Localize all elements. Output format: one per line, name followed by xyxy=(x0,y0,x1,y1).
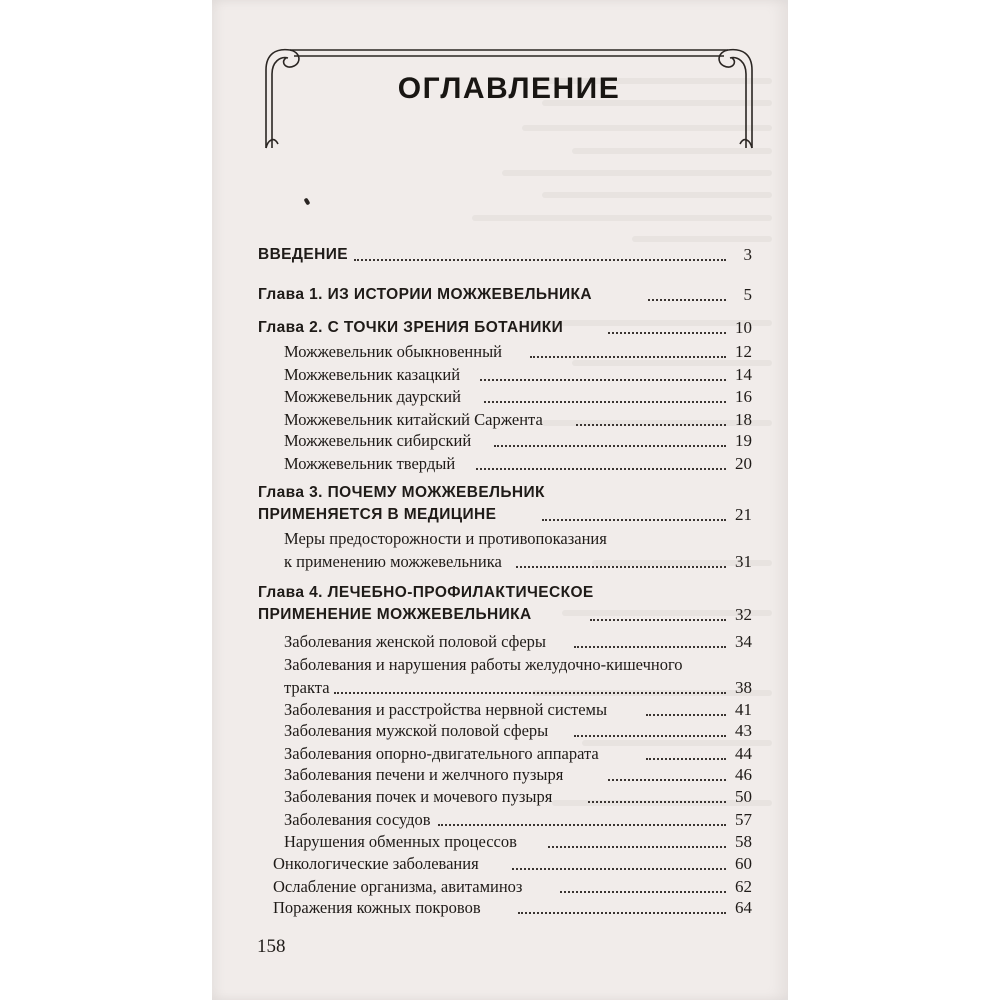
toc-entry-label: ПРИМЕНЯЕТСЯ В МЕДИЦИНЕ xyxy=(258,506,497,523)
toc-entry-label: тракта xyxy=(284,678,330,697)
leader-dots xyxy=(646,758,726,760)
toc-entry-label: Можжевельник твердый xyxy=(284,454,456,473)
leader-dots xyxy=(518,912,726,914)
toc-entry[interactable] xyxy=(212,529,788,575)
toc-entry-page: 41 xyxy=(735,700,752,719)
leader-dots xyxy=(574,735,726,737)
toc-entry-page: 14 xyxy=(735,365,752,384)
page-number: 158 xyxy=(257,936,286,957)
toc-entry-page: 62 xyxy=(735,877,752,896)
toc-entry[interactable] xyxy=(212,786,788,810)
toc-entry-page: 44 xyxy=(735,744,752,763)
toc-entry-label: ПРИМЕНЕНИЕ МОЖЖЕВЕЛЬНИКА xyxy=(258,606,532,623)
toc-entry-label: Заболевания почек и мочевого пузыря xyxy=(284,787,553,806)
toc-entry-page: 18 xyxy=(735,410,752,429)
toc-entry[interactable] xyxy=(212,386,788,410)
toc-entry-page: 21 xyxy=(735,505,752,524)
toc-entry-page: 58 xyxy=(735,832,752,851)
book-page xyxy=(212,0,788,1000)
leader-dots xyxy=(648,299,726,301)
leader-dots xyxy=(354,259,726,261)
toc-entry-page: 64 xyxy=(735,898,752,917)
leader-dots xyxy=(476,468,726,470)
toc-entry[interactable] xyxy=(212,720,788,744)
toc-entry-page: 50 xyxy=(735,787,752,806)
leader-dots xyxy=(548,846,726,848)
toc-entry[interactable] xyxy=(212,764,788,788)
toc-entry-label: Можжевельник сибирский xyxy=(284,431,472,450)
leader-dots xyxy=(608,332,726,334)
toc-entry-label: Заболевания и расстройства нервной системы xyxy=(284,700,608,719)
toc-entry-label-line1: Глава 4. ЛЕЧЕБНО-ПРОФИЛАКТИЧЕСКОЕ xyxy=(258,584,594,601)
toc-entry-label-line1: Меры предосторожности и противопоказания xyxy=(284,529,607,548)
toc-entry-label: Ослабление организма, авитаминоз xyxy=(273,877,523,896)
leader-dots xyxy=(542,519,726,521)
toc-entry-label: Заболевания сосудов xyxy=(284,810,431,829)
toc-entry-label: Глава 2. С ТОЧКИ ЗРЕНИЯ БОТАНИКИ xyxy=(258,319,564,336)
toc-entry-page: 32 xyxy=(735,605,752,624)
leader-dots xyxy=(560,891,726,893)
toc-entry[interactable] xyxy=(212,453,788,477)
toc-entry[interactable] xyxy=(212,430,788,454)
toc-entry-label: Можжевельник обыкновенный xyxy=(284,342,503,361)
leader-dots xyxy=(334,692,726,694)
toc-entry[interactable] xyxy=(212,244,788,268)
toc-entry-label-line1: Глава 3. ПОЧЕМУ МОЖЖЕВЕЛЬНИК xyxy=(258,484,545,501)
toc-entry-page: 19 xyxy=(735,431,752,450)
toc-entry[interactable] xyxy=(212,341,788,365)
print-speck xyxy=(304,197,311,205)
leader-dots xyxy=(512,868,726,870)
leader-dots xyxy=(494,445,726,447)
toc-entry-page: 57 xyxy=(735,810,752,829)
toc-entry-label-line1: Заболевания и нарушения работы желудочно-кишечного xyxy=(284,655,683,674)
toc-entry-label: Заболевания опорно-двигательного аппарата xyxy=(284,744,599,763)
toc-entry-page: 38 xyxy=(735,678,752,697)
toc-entry[interactable] xyxy=(212,853,788,877)
toc-heading: ОГЛАВЛЕНИЕ xyxy=(397,72,621,105)
leader-dots xyxy=(484,401,726,403)
toc-entry-label: Нарушения обменных процессов xyxy=(284,832,517,851)
leader-dots xyxy=(576,424,726,426)
toc-entry-label: Онкологические заболевания xyxy=(273,854,479,873)
toc-entry-page: 43 xyxy=(735,721,752,740)
toc-entry-page: 3 xyxy=(743,245,752,264)
toc-entry[interactable] xyxy=(212,284,788,308)
toc-entry[interactable] xyxy=(212,809,788,833)
toc-entry-page: 16 xyxy=(735,387,752,406)
toc-entry[interactable] xyxy=(212,317,788,341)
toc-entry-label: к применению можжевельника xyxy=(284,552,502,571)
leader-dots xyxy=(646,714,726,716)
toc-entry-label: Поражения кожных покровов xyxy=(273,898,481,917)
leader-dots xyxy=(588,801,726,803)
toc-entry-page: 34 xyxy=(735,632,752,651)
toc-entry[interactable] xyxy=(212,655,788,701)
toc-entry-page: 10 xyxy=(735,318,752,337)
leader-dots xyxy=(438,824,726,826)
toc-entry-label: Заболевания женской половой сферы xyxy=(284,632,546,651)
toc-entry-label: Можжевельник казацкий xyxy=(284,365,461,384)
toc-entry[interactable] xyxy=(212,631,788,655)
toc-entry-label: Глава 1. ИЗ ИСТОРИИ МОЖЖЕВЕЛЬНИКА xyxy=(258,286,592,303)
toc-entry-page: 31 xyxy=(735,552,752,571)
toc-entry-page: 60 xyxy=(735,854,752,873)
toc-entry-label: ВВЕДЕНИЕ xyxy=(258,246,348,263)
toc-entry-page: 46 xyxy=(735,765,752,784)
toc-entry-label: Можжевельник даурский xyxy=(284,387,461,406)
leader-dots xyxy=(530,356,726,358)
toc-entry-label: Заболевания мужской половой сферы xyxy=(284,721,549,740)
toc-entry[interactable] xyxy=(212,584,788,628)
toc-entry[interactable] xyxy=(212,897,788,921)
toc-entry[interactable] xyxy=(212,484,788,528)
toc-entry[interactable] xyxy=(212,364,788,388)
leader-dots xyxy=(574,646,726,648)
leader-dots xyxy=(608,779,726,781)
leader-dots xyxy=(480,379,726,381)
leader-dots xyxy=(516,566,726,568)
toc-entry-label: Заболевания печени и желчного пузыря xyxy=(284,765,564,784)
toc-entry-page: 12 xyxy=(735,342,752,361)
toc-entry[interactable] xyxy=(212,831,788,855)
toc-entry-label: Можжевельник китайский Саржента xyxy=(284,410,543,429)
leader-dots xyxy=(590,619,726,621)
toc-entry-page: 20 xyxy=(735,454,752,473)
toc-entry-page: 5 xyxy=(743,285,752,304)
